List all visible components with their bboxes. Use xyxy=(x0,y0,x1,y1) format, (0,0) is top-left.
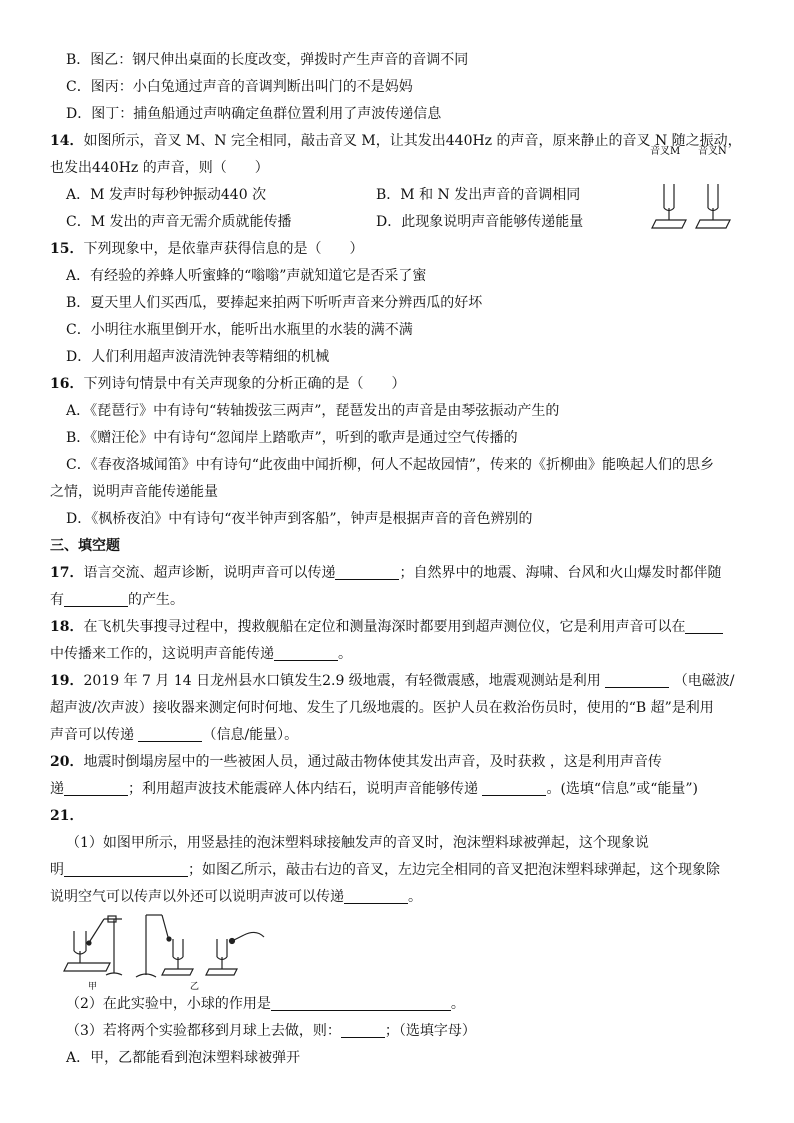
q20-line2 xyxy=(50,776,750,803)
q15-option-d: D．人们利用超声波清洗钟表等精细的机械 xyxy=(66,349,330,365)
q18-blank-2[interactable] xyxy=(274,644,338,661)
q21-option-a: A．甲，乙都能看到泡沫塑料球被弹开 xyxy=(66,1050,301,1066)
q14-stem-text: 如图所示，音叉 M、N 完全相同，敲击音叉 M，让其发出440Hz 的声音，原来静止的音叉 N 随之振动， xyxy=(83,133,742,149)
q21-figure xyxy=(50,911,750,991)
q13-option-b: B．图乙：钢尺伸出桌面的长度改变，弹拨时产生声音的音调不同 xyxy=(66,52,469,68)
q16-option-d: D．《枫桥夜泊》中有诗句“夜半钟声到客船”，钟声是根据声音的音色辨别的 xyxy=(66,511,533,527)
fork-m-label: 音叉M xyxy=(650,146,681,157)
q20-text-d: 。(选填“信息”或“能量”) xyxy=(546,781,699,797)
q21-part3 xyxy=(50,1018,750,1045)
q20-blank-2[interactable] xyxy=(482,779,546,796)
q16-stem-text: 下列诗句情景中有关声现象的分析正确的是（ ） xyxy=(83,376,406,392)
q20-blank-1[interactable] xyxy=(64,779,128,796)
q18-number: 18． xyxy=(50,619,84,635)
q14-stem-line2: 也发出440Hz 的声音，则（ ） xyxy=(50,160,269,176)
q21-text-d: 说明空气可以传声以外还可以说明声波可以传递 xyxy=(50,889,344,905)
q19-text-e: （信息/能量）。 xyxy=(202,727,299,743)
q13-option-c: C．图丙：小白兔通过声音的音调判断出叫门的不是妈妈 xyxy=(66,79,413,95)
q17-line1 xyxy=(50,560,750,587)
q19-line3 xyxy=(50,722,750,749)
q20-number: 20． xyxy=(50,754,84,770)
q15-stem-text: 下列现象中，是依靠声获得信息的是（ ） xyxy=(83,241,364,257)
q17-number: 17． xyxy=(50,565,84,581)
figure-label-yi: 乙 xyxy=(190,982,200,991)
q21-part2 xyxy=(50,991,750,1018)
section-heading-fill-in: 三、填空题 xyxy=(50,538,120,554)
q21-part1-line1: （1）如图甲所示，用竖悬挂的泡沫塑料球接触发声的音叉时，泡沫塑料球被弹起，这个现象说 xyxy=(66,835,649,851)
q21-text-c: ；如图乙所示，敲击右边的音叉，左边完全相同的音叉把泡沫塑料球弹起，这个现象除 xyxy=(188,862,720,878)
q16-option-c-line2: 之情，说明声音能传递能量 xyxy=(50,484,218,500)
q21-part1-line3 xyxy=(50,884,750,911)
q18-line1 xyxy=(50,614,750,641)
q19-text-b: （电磁波/ xyxy=(673,673,735,689)
q18-text-a: 在飞机失事搜寻过程中，搜救舰船在定位和测量海深时都要用到超声测位仪，它是利用声音可以在 xyxy=(83,619,686,635)
q21-blank-4[interactable] xyxy=(341,1021,385,1038)
q21-number: 21． xyxy=(50,808,84,824)
q21-blank-1[interactable] xyxy=(64,860,188,877)
q19-text-a: 2019 年 7 月 14 日龙州县水口镇发生2.9 级地震，有轻微震感，地震观测站是利用 xyxy=(83,673,601,689)
q19-number: 19． xyxy=(50,673,84,689)
q15-stem xyxy=(50,236,750,263)
q19-blank-1[interactable] xyxy=(605,671,669,688)
q16-number: 16． xyxy=(50,376,84,392)
fork-n-label: 音叉N xyxy=(698,146,727,157)
q17-blank-2[interactable] xyxy=(64,590,128,607)
q21-part2-text: （2）在此实验中，小球的作用是 xyxy=(66,996,271,1012)
q18-blank-1[interactable] xyxy=(685,617,723,634)
q19-blank-2[interactable] xyxy=(138,725,202,742)
q14-option-b: B．M 和 N 发出声音的音调相同 xyxy=(376,187,581,203)
q21-part3-end: ；（选填字母） xyxy=(384,1023,476,1039)
q14-number: 14． xyxy=(50,133,84,149)
q19-text-d: 声音可以传递 xyxy=(50,727,134,743)
q15-option-a: A．有经验的养蜂人听蜜蜂的“嗡嗡”声就知道它是否采了蜜 xyxy=(66,268,427,284)
q18-text-c: 。 xyxy=(338,646,352,662)
q20-text-b: 递 xyxy=(50,781,64,797)
q17-text-c: 有 xyxy=(50,592,64,608)
q17-line2 xyxy=(50,587,750,614)
tuning-fork-ball-diagram xyxy=(50,911,290,991)
q20-text-a: 地震时倒塌房屋中的一些被困人员，通过敲击物体使其发出声音，及时获救 ，这是利用声音传 xyxy=(83,754,662,770)
q17-text-a: 语言交流、超声诊断，说明声音可以传递 xyxy=(83,565,336,581)
q18-text-b: 中传播来工作的，这说明声音能传递 xyxy=(50,646,274,662)
q21-blank-2[interactable] xyxy=(344,887,408,904)
q17-blank-1[interactable] xyxy=(335,563,399,580)
q14-option-d: D．此现象说明声音能够传递能量 xyxy=(376,214,584,230)
q21-blank-3[interactable] xyxy=(271,994,451,1011)
q21-part3-text: （3）若将两个实验都移到月球上去做，则： xyxy=(66,1023,341,1039)
q16-stem xyxy=(50,371,750,398)
q15-number: 15． xyxy=(50,241,84,257)
q13-option-d: D．图丁：捕鱼船通过声呐确定鱼群位置利用了声波传递信息 xyxy=(66,106,442,122)
q18-line2 xyxy=(50,641,750,668)
q19-line2: 超声波/次声波）接收器来测定何时何地、发生了几级地震的。医护人员在救治伤员时，使用的“B 超”是利用 xyxy=(50,700,714,716)
q19-line1 xyxy=(50,668,750,695)
q15-option-c: C．小明往水瓶里倒开水，能听出水瓶里的水装的满不满 xyxy=(66,322,413,338)
q21-number-line xyxy=(50,803,750,830)
q17-text-b: ；自然界中的地震、海啸、台风和火山爆发时都伴随 xyxy=(399,565,722,581)
q21-text-b: 明 xyxy=(50,862,64,878)
q14-tuning-fork-figure xyxy=(596,124,746,234)
q17-text-d: 的产生。 xyxy=(128,592,184,608)
q16-option-c-line1: C．《春夜洛城闻笛》中有诗句“此夜曲中闻折柳，何人不起故园情”，传来的《折柳曲》能唤起人们的思乡 xyxy=(66,457,715,473)
q15-option-b: B．夏天里人们买西瓜，要捧起来拍两下听听声音来分辨西瓜的好坏 xyxy=(66,295,483,311)
q21-part1-line2 xyxy=(50,857,750,884)
q21-text-e: 。 xyxy=(408,889,422,905)
figure-label-jia: 甲 xyxy=(88,982,98,991)
q16-option-b: B．《赠汪伦》中有诗句“忽闻岸上踏歌声”，听到的歌声是通过空气传播的 xyxy=(66,430,518,446)
q16-option-a: A．《琵琶行》中有诗句“转轴拨弦三两声”，琵琶发出的声音是由琴弦振动产生的 xyxy=(66,403,560,419)
q20-text-c: ；利用超声波技术能震碎人体内结石，说明声音能够传递 xyxy=(128,781,478,797)
q21-part2-end: 。 xyxy=(450,996,465,1012)
q20-line1 xyxy=(50,749,750,776)
q14-option-a: A．M 发声时每秒钟振动440 次 xyxy=(66,187,267,203)
q14-option-c: C．M 发出的声音无需介质就能传播 xyxy=(66,214,292,230)
